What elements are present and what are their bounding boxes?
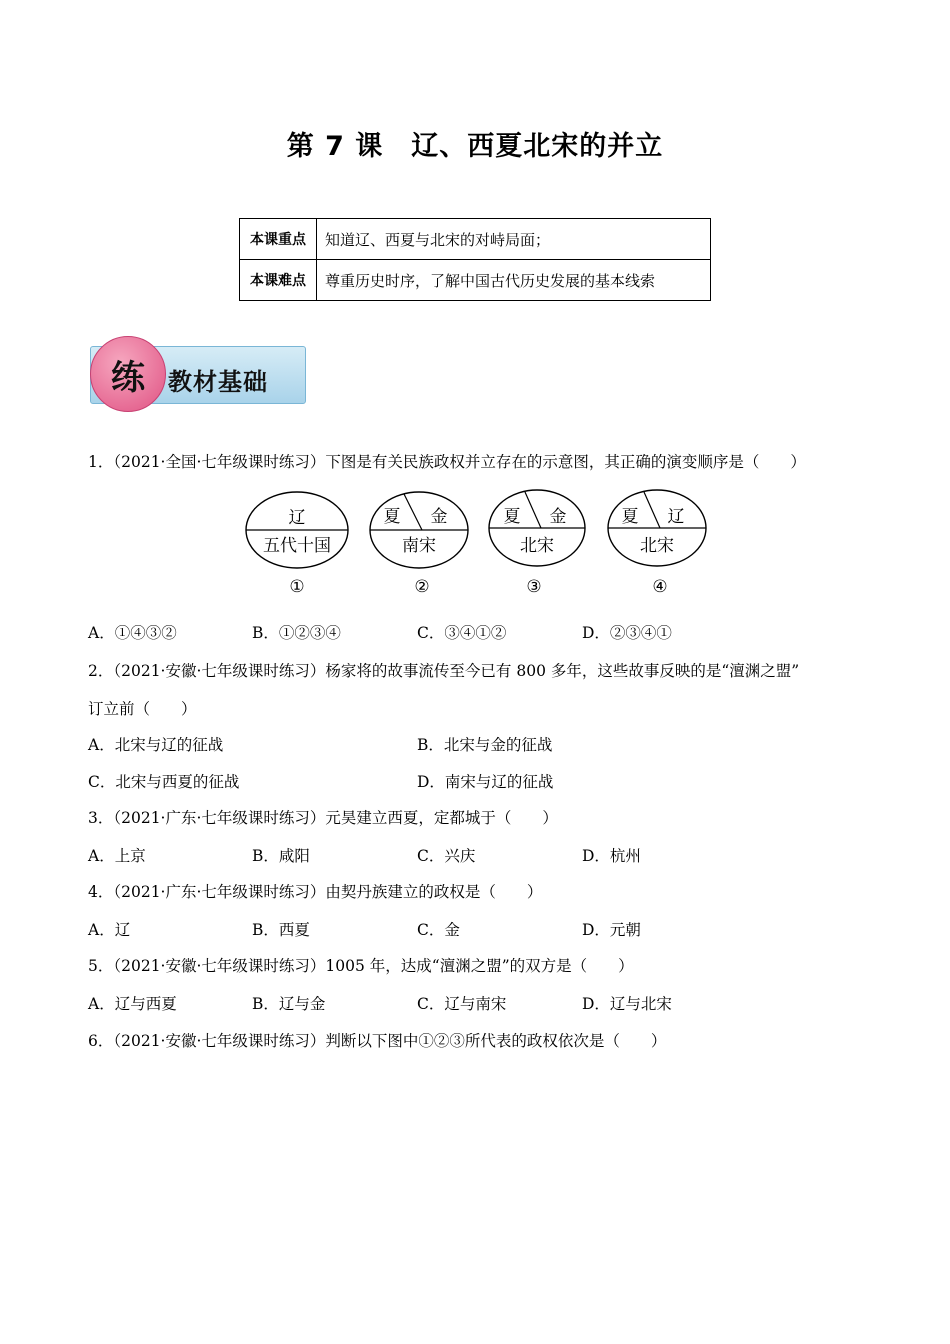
diagram-4-right: 辽 (667, 507, 685, 527)
q5-option-b[interactable]: B．辽与金 (252, 995, 326, 1013)
q1-option-c[interactable]: C．③④①② (417, 624, 507, 642)
q2-option-d[interactable]: D．南宋与辽的征战 (417, 773, 554, 791)
diagram-2-left: 夏 (383, 507, 401, 527)
diagram-slash-2 (404, 494, 422, 530)
lesson-focus-table (239, 218, 711, 301)
difficult-point-text: 尊重历史时序，了解中国古代历史发展的基本线索 (317, 260, 711, 301)
diagram-1-num: ① (289, 577, 305, 597)
diagram-3-left: 夏 (503, 507, 521, 527)
q4-option-d[interactable]: D．元朝 (582, 921, 641, 939)
lesson-title: 第 7 课 辽、西夏北宋的并立 (286, 131, 664, 162)
q6-stem: 6．（2021·安徽·七年级课时练习）判断以下图中①②③所代表的政权依次是（ ） (88, 1032, 667, 1050)
q1-option-b[interactable]: B．①②③④ (252, 624, 341, 642)
banner-text: 教材基础 (168, 368, 268, 396)
q2-option-b[interactable]: B．北宋与金的征战 (417, 736, 553, 754)
q5-option-d[interactable]: D．辽与北宋 (582, 995, 672, 1013)
q2-option-c[interactable]: C．北宋与西夏的征战 (88, 773, 240, 791)
diagram-1-bottom: 五代十国 (263, 536, 331, 556)
q2-stem-line1: 2．（2021·安徽·七年级课时练习）杨家将的故事流传至今已有 800 多年，这些故事反映的是“澶渊之盟” (88, 662, 800, 680)
q4-option-c[interactable]: C．金 (417, 921, 460, 939)
q2-option-a[interactable]: A．北宋与辽的征战 (88, 736, 224, 754)
q1-option-a[interactable]: A．①④③② (88, 624, 177, 642)
diagram-3-right: 金 (549, 507, 567, 527)
q4-option-a[interactable]: A．辽 (88, 921, 131, 939)
diagram-slash-3 (525, 492, 541, 528)
q4-option-b[interactable]: B．西夏 (252, 921, 310, 939)
diagram-2-right: 金 (430, 507, 448, 527)
q3-option-c[interactable]: C．兴庆 (417, 847, 476, 865)
q1-stem: 1．（2021·全国·七年级课时练习）下图是有关民族政权并立存在的示意图，其正确的演变顺序是（ ） (88, 453, 806, 471)
diagram-circle-1 (246, 492, 348, 597)
focus-row-difficult (240, 260, 711, 301)
q1-diagram (244, 488, 714, 600)
diagram-2-bottom: 南宋 (402, 536, 436, 556)
diagram-circle-2 (370, 492, 468, 597)
q5-option-c[interactable]: C．辽与南宋 (417, 995, 507, 1013)
q4-stem: 4．（2021·广东·七年级课时练习）由契丹族建立的政权是（ ） (88, 883, 543, 901)
q3-option-d[interactable]: D．杭州 (582, 847, 641, 865)
diagram-4-bottom: 北宋 (640, 536, 674, 556)
difficult-point-label: 本课难点 (240, 260, 317, 301)
focus-row-key (240, 219, 711, 260)
diagram-1-top: 辽 (288, 508, 306, 528)
q5-option-a[interactable]: A．辽与西夏 (88, 995, 177, 1013)
diagram-2-num: ② (414, 577, 430, 597)
diagram-circle-4 (608, 490, 706, 597)
key-point-label: 本课重点 (240, 219, 317, 260)
q3-option-a[interactable]: A．上京 (88, 847, 146, 865)
diagram-slash-4 (644, 492, 660, 528)
q2-stem-line2: 订立前（ ） (88, 700, 197, 718)
q1-option-d[interactable]: D．②③④① (582, 624, 672, 642)
q5-stem: 5．（2021·安徽·七年级课时练习）1005 年，达成“澶渊之盟”的双方是（ ） (88, 957, 634, 975)
q3-option-b[interactable]: B．咸阳 (252, 847, 310, 865)
banner-badge: 练 (90, 336, 166, 412)
diagram-4-left: 夏 (621, 507, 639, 527)
diagram-4-num: ④ (652, 577, 668, 597)
key-point-text: 知道辽、西夏与北宋的对峙局面； (317, 219, 711, 260)
diagram-circle-3 (489, 490, 585, 597)
q3-stem: 3．（2021·广东·七年级课时练习）元昊建立西夏，定都城于（ ） (88, 809, 558, 827)
diagram-3-bottom: 北宋 (520, 536, 554, 556)
diagram-3-num: ③ (526, 577, 542, 597)
section-banner (88, 336, 308, 412)
